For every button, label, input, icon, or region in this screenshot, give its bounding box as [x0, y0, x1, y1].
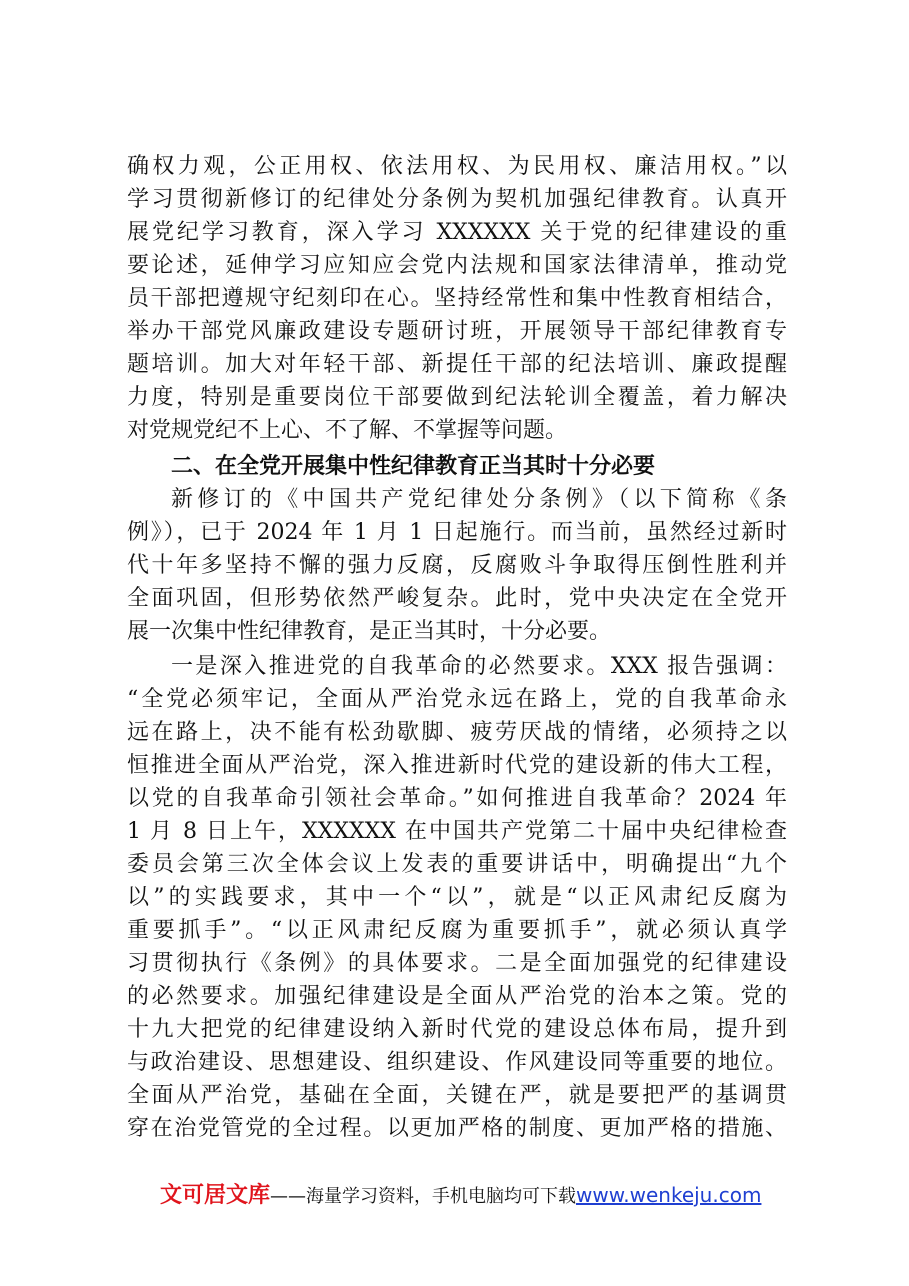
body-text-line: 与政治建设、思想建设、组织建设、作风建设同等重要的地位。	[127, 1050, 787, 1075]
body-text-line: 确权力观，公正用权、依法用权、为民用权、廉洁用权。”以	[127, 154, 787, 179]
body-text-line: 学习贯彻新修订的纪律处分条例为契机加强纪律教育。认真开	[127, 187, 787, 212]
body-text-line: 重要抓手”。“以正风肃纪反腐为重要抓手”，就必须认真学	[127, 918, 787, 943]
body-text-line: 全面巩固，但形势依然严峻复杂。此时，党中央决定在全党开	[127, 586, 787, 611]
body-text-line: 穿在治党管党的全过程。以更加严格的制度、更加严格的措施、	[127, 1116, 787, 1141]
body-text-line: “全党必须牢记，全面从严治党永远在路上，党的自我革命永	[127, 687, 787, 712]
body-text-line: 展一次集中性纪律教育，是正当其时，十分必要。	[127, 619, 612, 644]
body-text-line: 的必然要求。加强纪律建设是全面从严治党的治本之策。党的	[127, 984, 787, 1009]
body-text-line: 以党的自我革命引领社会革命。”如何推进自我革命？2024 年	[127, 786, 787, 811]
body-text-line: 展党纪学习教育，深入学习 XXXXXX 关于党的纪律建设的重	[127, 220, 787, 245]
body-text-line: 十九大把党的纪律建设纳入新时代党的建设总体布局，提升到	[127, 1017, 787, 1042]
footer-url-link[interactable]: www.wenkeju.com	[576, 1183, 762, 1207]
body-text-line: 例》），已于 2024 年 1 月 1 日起施行。而当前，虽然经过新时	[127, 520, 787, 545]
body-text-line: 代十年多坚持不懈的强力反腐，反腐败斗争取得压倒性胜利并	[127, 553, 787, 578]
body-text-line: 新修订的《中国共产党纪律处分条例》（以下简称《条	[171, 487, 787, 512]
section-heading: 二、在全党开展集中性纪律教育正当其时十分必要	[171, 454, 656, 479]
body-text-line: 员干部把遵规守纪刻印在心。坚持经常性和集中性教育相结合，	[127, 286, 787, 311]
footer-brand: 文可居文库	[160, 1183, 271, 1208]
body-text-line: 题培训。加大对年轻干部、新提任干部的纪法培训、廉政提醒	[127, 352, 787, 377]
body-text-line: 以”的实践要求，其中一个“以”，就是“以正风肃纪反腐为	[127, 885, 787, 910]
footer-tagline: ——海量学习资料，手机电脑均可下载	[270, 1186, 577, 1207]
body-text-line: 1 月 8 日上午，XXXXXX 在中国共产党第二十届中央纪律检查	[127, 819, 787, 844]
body-text-line: 委员会第三次全体会议上发表的重要讲话中，明确提出“九个	[127, 852, 787, 877]
body-text-line: 全面从严治党，基础在全面，关键在严，就是要把严的基调贯	[127, 1083, 787, 1108]
body-text-line: 一是深入推进党的自我革命的必然要求。XXX 报告强调：	[171, 654, 787, 679]
body-text-line: 力度，特别是重要岗位干部要做到纪法轮训全覆盖，着力解决	[127, 385, 787, 410]
body-text-line: 对党规党纪不上心、不了解、不掌握等问题。	[127, 418, 568, 443]
body-text-line: 要论述，延伸学习应知应会党内法规和国家法律清单，推动党	[127, 253, 787, 278]
body-text-line: 习贯彻执行《条例》的具体要求。二是全面加强党的纪律建设	[127, 951, 787, 976]
body-text-line: 恒推进全面从严治党，深入推进新时代党的建设新的伟大工程，	[127, 753, 787, 778]
footer-banner	[160, 1175, 761, 1215]
body-text-line: 举办干部党风廉政建设专题研讨班，开展领导干部纪律教育专	[127, 319, 787, 344]
body-text-line: 远在路上，决不能有松劲歇脚、疲劳厌战的情绪，必须持之以	[127, 720, 787, 745]
